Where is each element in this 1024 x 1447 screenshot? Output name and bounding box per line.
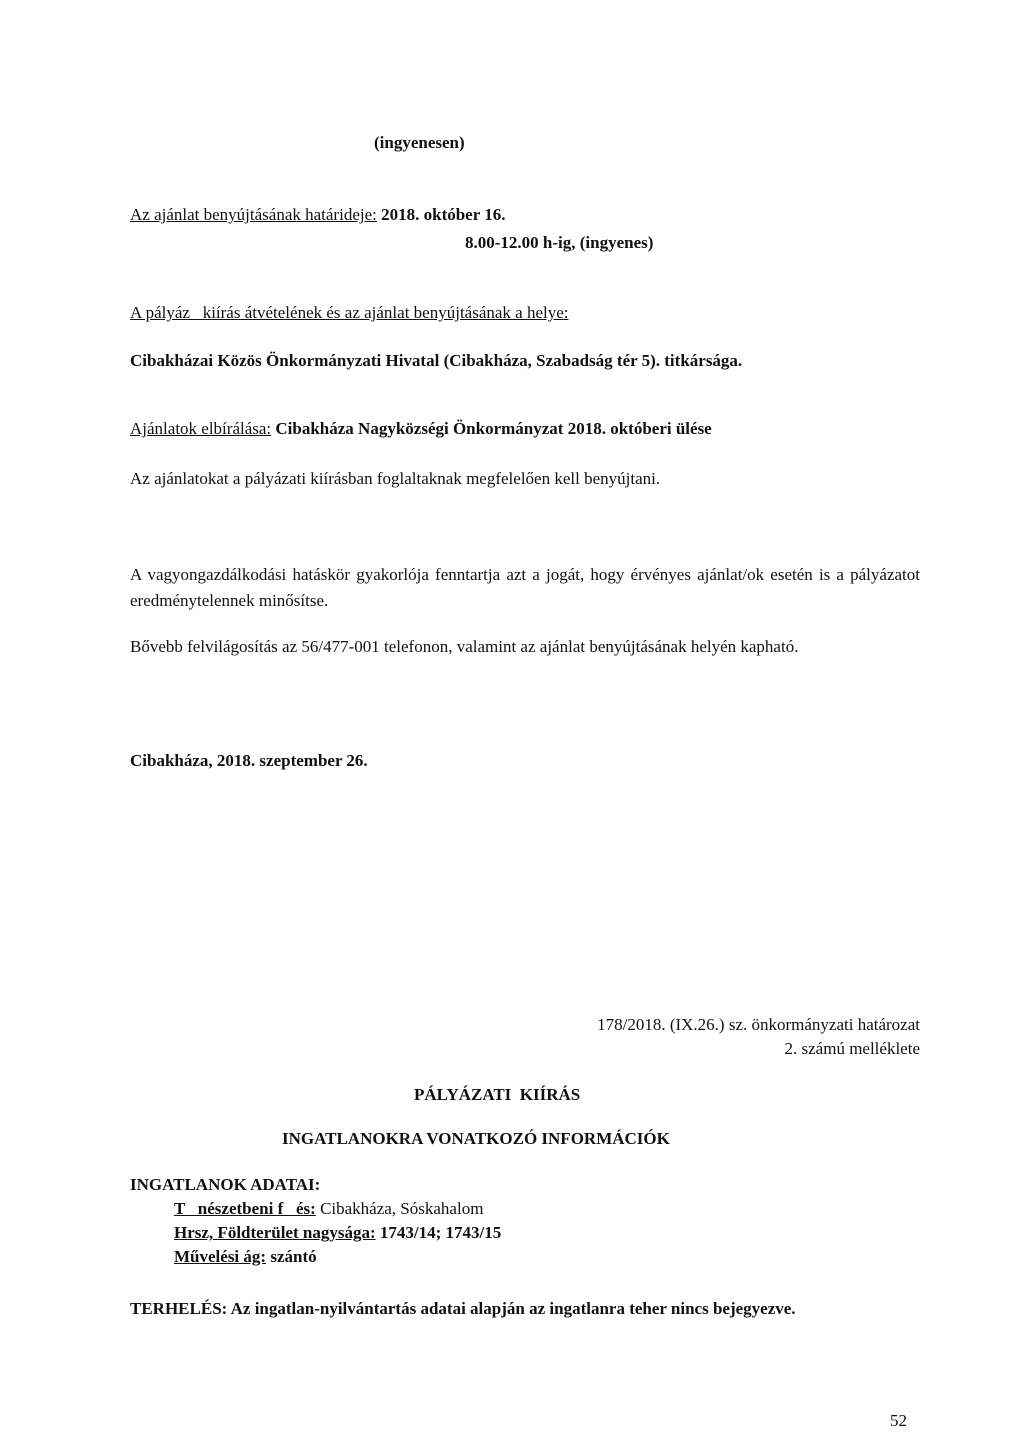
property-lot-label: Hrsz, Földterület nagysága: [174,1223,376,1242]
place-date: Cibakháza, 2018. szeptember 26. [130,751,368,770]
property-nature-label: T nészetbeni f és: [174,1199,316,1218]
encumbrance-text: Az ingatlan-nyilvántartás adatai alapján az ingatlanra teher nincs bejegyezve. [230,1299,796,1318]
page-number: 52 [890,1411,907,1430]
free-note: (ingyenesen) [374,133,465,152]
encumbrance-paragraph [130,1296,920,1322]
document-title: PÁLYÁZATI KIÍRÁS [414,1085,581,1104]
evaluation-label: Ajánlatok elbírálása: [130,419,272,438]
property-cultivation-value: szántó [270,1247,317,1266]
property-cultivation-label: Művelési ág: [174,1247,267,1266]
deadline-label: Az ajánlat benyújtásának határideje: [130,205,377,224]
property-cultivation-line [174,1246,317,1268]
reservation-paragraph: A vagyongazdálkodási hatáskör gyakorlója fenntartja azt a jogát, hogy érvényes ajánlat/ok esetén is a pályázatot eredménytelennek minősítse. [130,565,920,610]
encumbrance-label: TERHELÉS: [130,1299,228,1318]
location-label: A pályáz kiírás átvételének és az ajánlat benyújtásának a helye: [130,303,569,322]
document-subtitle: INGATLANOKRA VONATKOZÓ INFORMÁCIÓK [282,1129,670,1148]
deadline-hours: 8.00-12.00 h-ig, (ingyenes) [465,233,654,252]
evaluation-value: Cibakháza Nagyközségi Önkormányzat 2018. októberi ülése [275,419,712,438]
submission-note: Az ajánlatokat a pályázati kiírásban foglaltaknak megfelelően kell benyújtani. [130,469,661,488]
annex-line-1: 178/2018. (IX.26.) sz. önkormányzati határozat [597,1015,920,1034]
deadline-date: 2018. október 16. [381,205,506,224]
deadline-line [130,204,505,226]
info-paragraph: Bővebb felvilágosítás az 56/477-001 telefonon, valamint az ajánlat benyújtásának helyén kapható. [130,637,799,656]
property-nature-line [174,1198,483,1220]
location-value: Cibakházai Közös Önkormányzati Hivatal (Cibakháza, Szabadság tér 5). titkársága. [130,351,743,370]
evaluation-line [130,418,712,440]
property-heading: INGATLANOK ADATAI: [130,1175,321,1194]
annex-line-2: 2. számú melléklete [784,1039,920,1058]
property-lot-line [174,1222,501,1244]
property-nature-value: Cibakháza, Sóskahalom [320,1199,484,1218]
property-lot-value: 1743/14; 1743/15 [379,1223,502,1242]
